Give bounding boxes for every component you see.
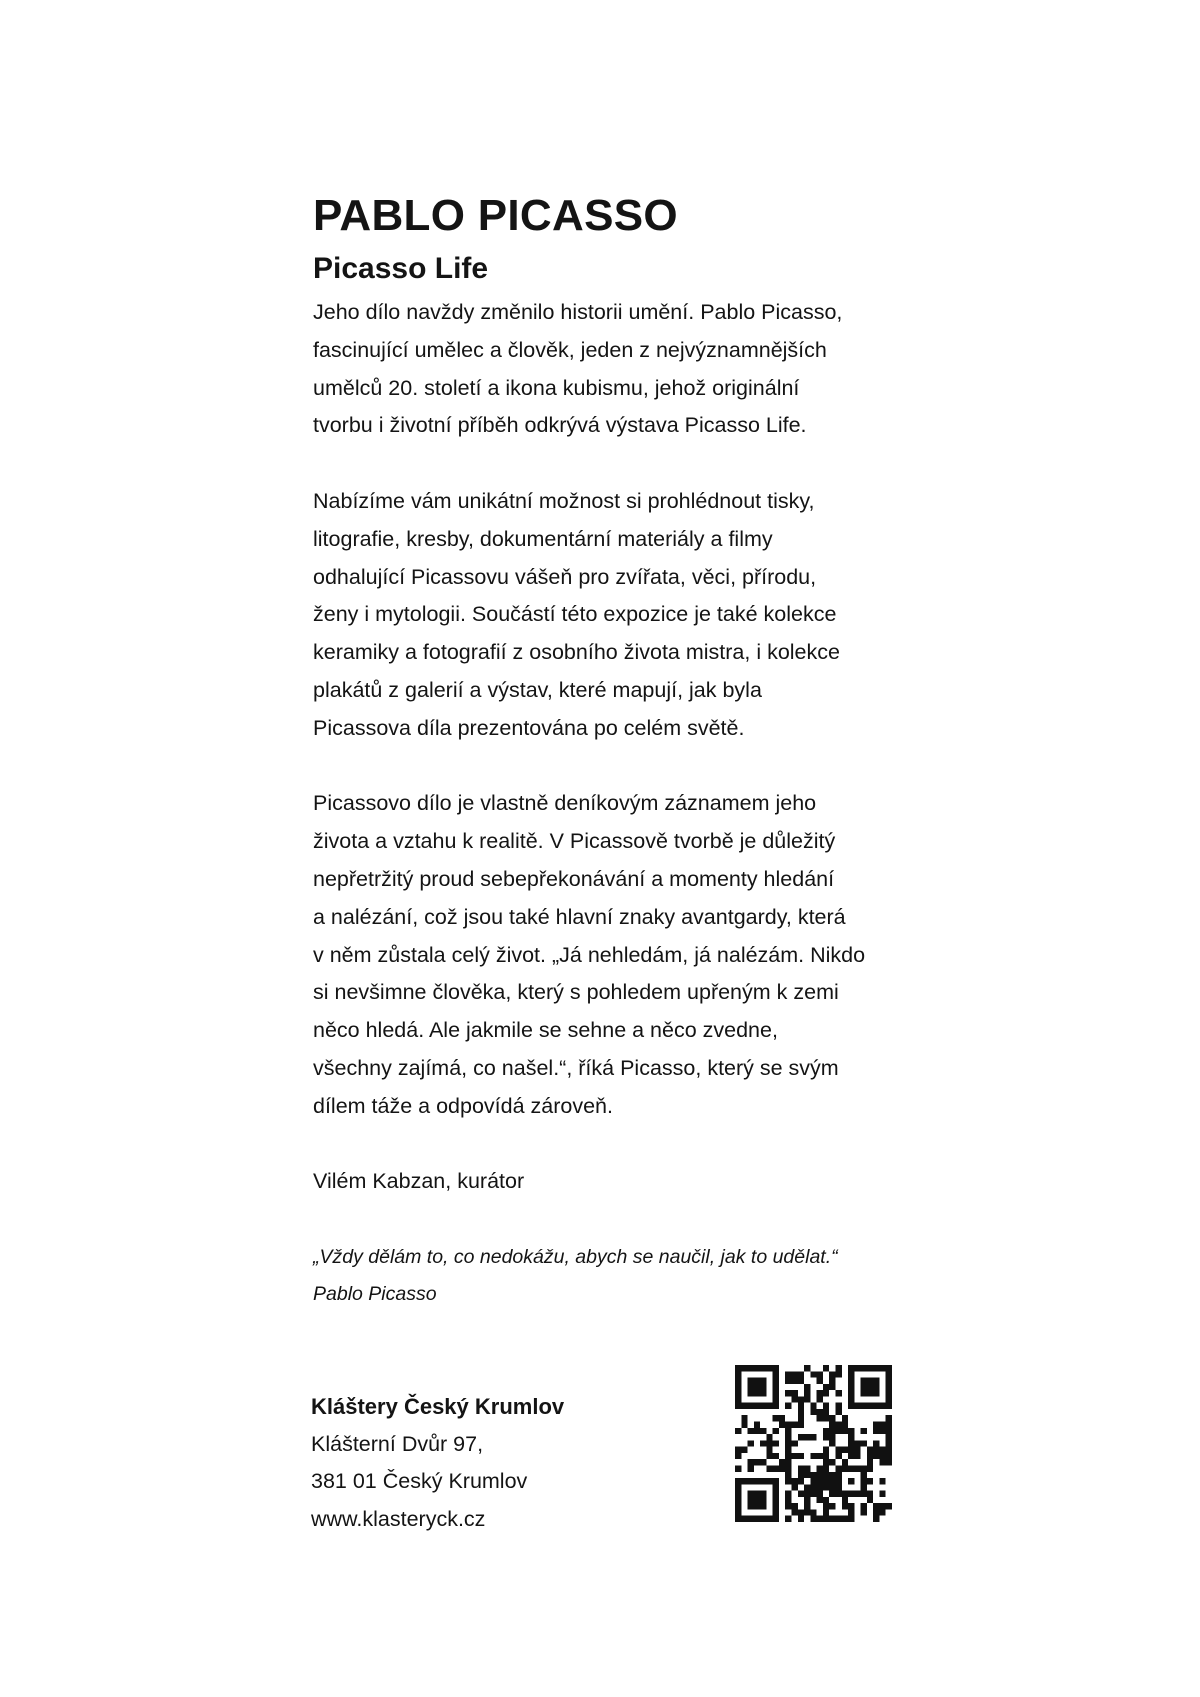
venue-website-link[interactable]: www.klasteryck.cz xyxy=(311,1506,486,1531)
venue-name: Kláštery Český Krumlov xyxy=(311,1394,565,1419)
paragraph-offer: Nabízíme vám unikátní možnost si prohlédnout tisky, litografie, kresby, dokumentární materiály a filmy odhalující Picassovu vášeň pro zvířata, věci, přírodu, ženy i mytologii. Součástí této expozice je také kolekce keramiky a fotografií z osobního života mistra, i kolekce plakátů z galerií a výstav, které mapují, jak byla Picassova díla prezentována po celém světě. xyxy=(313,488,840,740)
exhibition-subtitle: Picasso Life xyxy=(313,252,489,285)
venue-city: 381 01 Český Krumlov xyxy=(311,1469,528,1493)
paragraph-intro: Jeho dílo navždy změnilo historii umění. Pablo Picasso, fascinující umělec a člověk, jeden z nejvýznamnějších umělců 20. století a ikona kubismu, jehož originální tvorbu i životní příběh odkrývá výstava Picasso Life. xyxy=(313,300,843,438)
venue-street: Klášterní Dvůr 97, xyxy=(311,1431,484,1456)
page-title: PABLO PICASSO xyxy=(313,191,678,240)
main-content xyxy=(313,190,913,1313)
paragraph-work: Picassovo dílo je vlastně deníkovým záznamem jeho života a vztahu k realitě. V Picassově tvorbě je důležitý nepřetržitý proud sebepřekonávání a momenty hledání a nalézání, což jsou také hlavní znaky avantgardy, která v něm zůstala celý život. „Já nehledám, já nalézám. Nikdo si nevšimne člověka, který s pohledem upřeným k zemi něco hledá. Ale jakmile se sehne a něco zvedne, všechny zajímá, co našel.“, říká Picasso, který se svým dílem táže a odpovídá zároveň. xyxy=(313,791,866,1118)
curator-signature: Vilém Kabzan, kurátor xyxy=(313,1169,525,1194)
picasso-quote: „Vždy dělám to, co nedokážu, abych se naučil, jak to udělat.“ Pablo Picasso xyxy=(313,1245,838,1305)
qr-code-icon xyxy=(735,1365,892,1522)
